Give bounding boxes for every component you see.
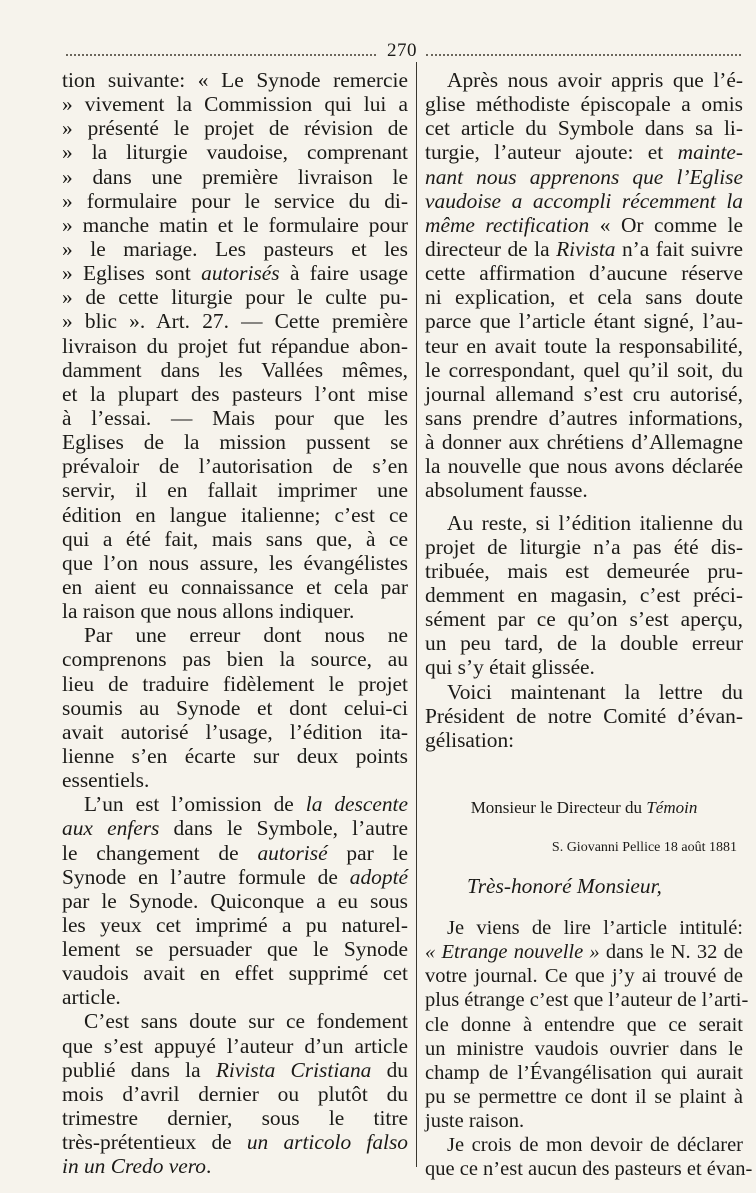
right-column-line: Au reste, si l’édition italienne du — [447, 510, 743, 535]
left-column-line: » formulaire pour le service du di- — [62, 188, 408, 213]
left-column-line: essentiels. — [62, 768, 150, 793]
letter-salutation — [425, 874, 743, 900]
left-column-line: Eglises de la mission pussent se — [62, 430, 408, 455]
left-column-line: vaudois avait en effet supprimé cet — [62, 961, 408, 986]
header-rule-right — [426, 54, 741, 56]
letter-line: « Etrange nouvelle » dans le N. 32 de — [425, 941, 743, 964]
left-column-line: Synode en l’autre formule de adopté — [62, 864, 408, 889]
letter-line: votre journal. Ce que j’y ai trouvé de — [425, 965, 743, 988]
right-column-line: un peu tard, de la double erreur — [425, 631, 743, 656]
left-column-line: publié dans la Rivista Cristiana du — [62, 1057, 408, 1082]
left-column-line: » dans une première livraison le — [62, 164, 408, 189]
left-column-line: lienne s’en écarte sur deux points — [62, 743, 408, 768]
left-column-line: en aient eu connaissance et cela par — [62, 574, 408, 599]
right-column-line: ni explication, et cela sans doute — [425, 285, 743, 310]
left-column-line: trimestre dernier, sous le titre — [62, 1106, 408, 1131]
right-column-line: à donner aux chrétiens d’Allemagne — [425, 430, 743, 455]
right-column-line: journal allemand s’est cru autorisé, — [425, 381, 743, 406]
letter-line: pu se permettre ce dont il se plaint à — [425, 1085, 743, 1108]
left-column-line: » vivement la Commission qui lui a — [62, 92, 408, 117]
right-column-line: gélisation: — [425, 727, 515, 752]
right-column-line: qui s’y était glissée. — [425, 655, 595, 680]
salutation-text: Très-honoré Monsieur, — [467, 873, 662, 898]
right-column-line: nant nous apprenons que l’Eglise — [425, 164, 743, 189]
left-column-line: très-prétentieux de un articolo falso — [62, 1130, 408, 1155]
right-column-line: le correspondant, quel qu’il soit, du — [425, 357, 743, 382]
left-column-line: qui a été fait, mais sans que, à ce — [62, 526, 408, 551]
letter-line: juste raison. — [425, 1110, 525, 1133]
letter-body — [425, 916, 753, 1182]
column-divider — [416, 62, 417, 1167]
right-column — [425, 68, 753, 1181]
left-column-line: » manche matin et le formulaire pour — [62, 212, 408, 237]
left-column-line: L’un est l’omission de la descente — [84, 792, 408, 817]
left-column-line: tion suivante: « Le Synode remercie — [62, 68, 408, 92]
right-column-line: Après nous avoir appris que l’é- — [447, 68, 743, 92]
left-column-line: article. — [62, 985, 121, 1010]
left-column-line: avait autorisé l’usage, l’édition ita- — [62, 719, 408, 744]
right-column-line: turgie, l’auteur ajoute: et mainte- — [425, 140, 743, 165]
left-column-line: in un Credo vero. — [62, 1154, 212, 1179]
right-column-line: parce que l’article étant signé, l’au- — [425, 309, 743, 334]
letter-line: un ministre vaudois ouvrier dans le — [425, 1037, 743, 1060]
left-column-line: lieu de traduire fidèlement le projet — [62, 671, 408, 696]
letter-line: champ de l’Évangélisation qui aurait — [425, 1061, 743, 1084]
right-column-line: cette affirmation d’aucune réserve — [425, 261, 743, 286]
right-column-line: sément par ce qu’on s’est aperçu, — [425, 607, 743, 632]
right-column-line: la nouvelle que nous avons déclarée — [425, 454, 743, 479]
letter-line: plus étrange c’est que l’auteur de l’arti- — [425, 989, 749, 1012]
letter-address: Monsieur le Directeur du Témoin — [470, 797, 698, 817]
left-column-line: » de cette liturgie pour le culte pu- — [62, 285, 408, 310]
letter-line: Je crois de mon devoir de déclarer — [447, 1134, 743, 1157]
left-column — [62, 68, 408, 1178]
left-column-line: les yeux cet imprimé a pu naturel- — [62, 912, 408, 937]
right-column-line: tribuée, mais est demeurée pru- — [425, 558, 743, 583]
right-column-line: cet article du Symbole dans sa li- — [425, 116, 743, 141]
page-header — [66, 40, 756, 70]
letter-line: cle donne à entendre que ce serait — [425, 1013, 743, 1036]
left-column-line: » blic ». Art. 27. — Cette première — [62, 309, 408, 334]
right-column-line: absolument fausse. — [425, 478, 588, 503]
right-column-line: directeur de la Rivista n’a fait suivre — [425, 236, 743, 261]
left-column-line: servir, il en fallait imprimer une — [62, 478, 408, 503]
left-column-line: Par une erreur dont nous ne — [84, 623, 408, 648]
left-column-line: » le mariage. Les pasteurs et les — [62, 236, 408, 261]
left-column-line: que l’on nous assure, les évangélistes — [62, 550, 408, 575]
right-column-line: projet de liturgie n’a pas été dis- — [425, 534, 743, 559]
right-column-line: même rectification « Or comme le — [425, 212, 743, 237]
left-column-line: » Eglises sont autorisés à faire usage — [62, 261, 408, 286]
left-column-line: » présenté le projet de révision de — [62, 116, 408, 141]
left-column-line: par le Synode. Quiconque a eu sous — [62, 888, 408, 913]
left-column-line: C’est sans doute sur ce fondement — [84, 1009, 408, 1034]
right-column-body — [425, 68, 743, 752]
right-column-line: vaudoise a accompli récemment la — [425, 188, 743, 213]
left-column-line: prévaloir de l’autorisation de s’en — [62, 454, 408, 479]
left-column-line: à l’essai. — Mais pour que les — [62, 405, 408, 430]
right-column-line: teur en avait toute la responsabilité, — [425, 333, 743, 358]
left-column-line: lement se persuader que le Synode — [62, 937, 408, 962]
right-column-line: glise méthodiste épiscopale a omis — [425, 92, 743, 117]
letter-line: que ce n’est aucun des pasteurs et évan- — [425, 1158, 753, 1181]
left-column-line: aux enfers dans le Symbole, l’autre — [62, 816, 408, 841]
left-column-line: livraison du projet fut répandue abon- — [62, 333, 408, 358]
letter-line: Je viens de lire l’article intitulé: — [447, 916, 743, 939]
right-column-line: demment en magasin, c’est préci- — [425, 582, 743, 607]
left-column-line: la raison que nous allons indiquer. — [62, 599, 355, 624]
left-column-line: mois d’avril dernier ou plutôt du — [62, 1081, 408, 1106]
left-column-line: soumis au Synode et dont celui-ci — [62, 695, 408, 720]
left-column-line: » la liturgie vaudoise, comprenant — [62, 140, 408, 165]
right-column-line: Voici maintenant la lettre du — [447, 679, 743, 704]
left-column-line: que s’est appuyé l’auteur d’un article — [62, 1033, 408, 1058]
left-column-line: édition en langue italienne; c’est ce — [62, 502, 408, 527]
right-column-line: Président de notre Comité d’évan- — [425, 703, 743, 728]
left-column-line: le changement de autorisé par le — [62, 840, 408, 865]
header-rule-left — [66, 54, 376, 56]
right-column-line: sans prendre d’autres informations, — [425, 405, 743, 430]
page-number: 270 — [387, 40, 417, 61]
left-column-line: et la plupart des pasteurs l’ont mise — [62, 381, 408, 406]
left-column-line: comprenons pas bien la source, au — [62, 647, 408, 672]
letter-place-date: S. Giovanni Pellice 18 août 1881 — [551, 839, 737, 855]
left-column-line: damment dans les Vallées mêmes, — [62, 357, 408, 382]
